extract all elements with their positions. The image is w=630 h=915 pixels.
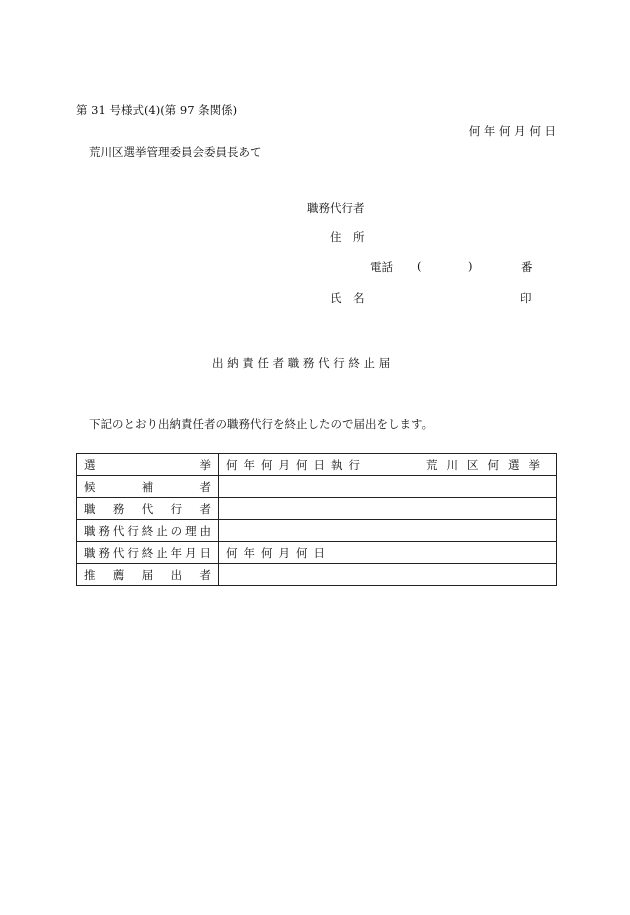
label-char: 補 <box>141 479 154 494</box>
phone-close-paren: ) <box>468 259 473 273</box>
label-char: 理 <box>185 523 197 538</box>
label-char: 行 <box>127 523 139 538</box>
value-right: 荒川区何選挙 <box>426 457 549 472</box>
value-left: 何年何月何日執行 <box>226 457 366 472</box>
submitter-title: 職務代行者 <box>307 201 365 215</box>
label-char: 薦 <box>112 567 125 582</box>
label-char: の <box>170 523 183 538</box>
name-label: 氏 名 <box>330 291 365 305</box>
row-value[interactable] <box>219 564 557 586</box>
table-row <box>77 542 557 564</box>
label-char: 務 <box>98 545 110 560</box>
label-char: 推 <box>84 567 96 582</box>
label-char: 終 <box>141 545 154 560</box>
table-row <box>77 476 557 498</box>
table-row <box>77 564 557 586</box>
row-label <box>77 476 219 498</box>
notification-table <box>76 453 557 586</box>
label-char: 代 <box>112 545 125 560</box>
label-char: 務 <box>98 523 110 538</box>
row-value[interactable] <box>219 520 557 542</box>
label-char: 職 <box>84 545 96 560</box>
phone-open-paren: ( <box>417 259 422 273</box>
label-char: 者 <box>199 567 211 582</box>
value-left: 何年何月何日 <box>226 545 331 560</box>
row-label <box>77 454 219 476</box>
label-char: 出 <box>170 567 183 582</box>
row-label <box>77 520 219 542</box>
label-char: 挙 <box>199 457 211 472</box>
row-label <box>77 498 219 520</box>
label-char: 届 <box>141 567 154 582</box>
label-char: 年 <box>170 545 183 560</box>
label-char: 職 <box>84 501 96 516</box>
row-label <box>77 564 219 586</box>
address-label: 住 所 <box>330 230 365 244</box>
form-number: 第 31 号様式(4)(第 97 条関係) <box>76 103 238 117</box>
label-char: 代 <box>112 523 125 538</box>
label-char: 日 <box>199 545 211 560</box>
label-char: 務 <box>112 501 125 516</box>
label-char: 代 <box>141 501 154 516</box>
label-char: 職 <box>84 523 96 538</box>
addressee: 荒川区選挙管理委員会委員長あて <box>89 145 262 159</box>
row-value[interactable] <box>219 498 557 520</box>
label-char: 終 <box>141 523 154 538</box>
label-char: 候 <box>84 479 96 494</box>
label-char: 月 <box>185 545 197 560</box>
label-char: 行 <box>127 545 139 560</box>
row-label <box>77 542 219 564</box>
label-char: 者 <box>199 479 211 494</box>
label-char: 止 <box>156 523 168 538</box>
table-row <box>77 498 557 520</box>
row-value[interactable] <box>219 476 557 498</box>
submission-date: 何 年 何 月 何 日 <box>468 124 556 138</box>
label-char: 行 <box>170 501 183 516</box>
document-body: 下記のとおり出納責任者の職務代行を終止したので届出をします。 <box>89 417 434 431</box>
document-title: 出 納 責 任 者 職 務 代 行 終 止 届 <box>212 356 391 370</box>
phone-suffix: 番 <box>521 260 533 274</box>
row-value[interactable] <box>219 542 557 564</box>
phone-label: 電話 <box>370 260 393 274</box>
label-char: 止 <box>156 545 168 560</box>
label-char: 選 <box>84 457 96 472</box>
label-char: 由 <box>199 523 211 538</box>
seal-mark: 印 <box>520 291 532 305</box>
table-row <box>77 454 557 476</box>
table-row <box>77 520 557 542</box>
label-char: 者 <box>199 501 211 516</box>
row-value[interactable] <box>219 454 557 476</box>
